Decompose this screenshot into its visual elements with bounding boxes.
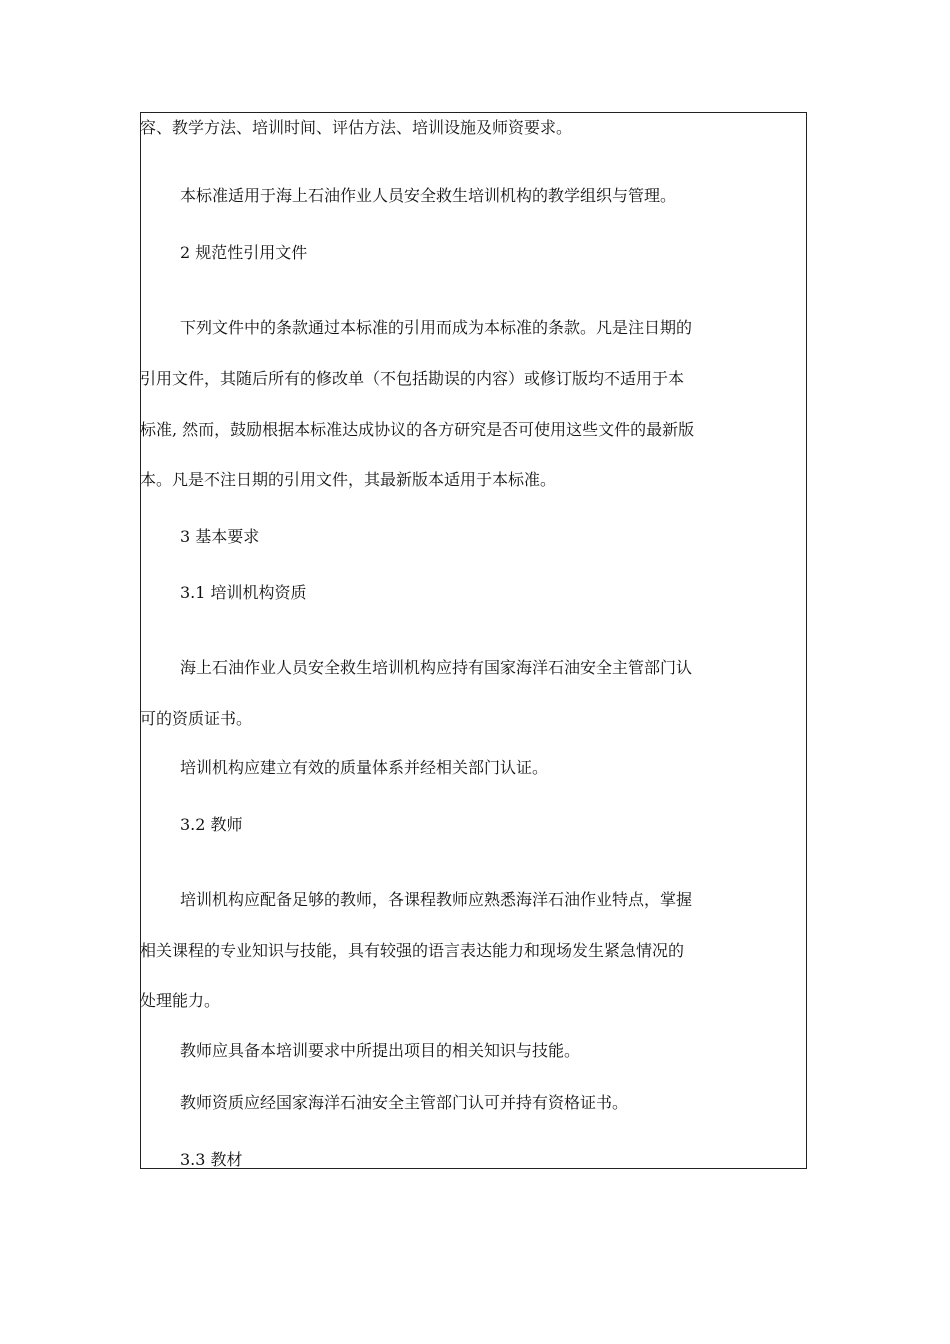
text-line-1: 容、教学方法、培训时间、评估方法、培训设施及师资要求。 [140,118,573,137]
text-line-14: 教师资质应经国家海洋石油安全主管部门认可并持有资格证书。 [180,1093,629,1112]
text-line-2: 本标准适用于海上石油作业人员安全救生培训机构的教学组织与管理。 [180,186,677,205]
text-line-3: 下列文件中的条款通过本标准的引用而成为本标准的条款。凡是注日期的 [180,318,693,337]
text-line-8: 可的资质证书。 [140,709,253,728]
text-line-6: 本。凡是不注日期的引用文件，其最新版本适用于本标准。 [140,470,557,489]
section-heading-2: 2 规范性引用文件 [180,243,308,262]
text-line-11: 相关课程的专业知识与技能，具有较强的语言表达能力和现场发生紧急情况的 [140,941,685,960]
text-line-12: 处理能力。 [140,991,221,1010]
text-line-7: 海上石油作业人员安全救生培训机构应持有国家海洋石油安全主管部门认 [180,658,693,677]
text-line-10: 培训机构应配备足够的教师，各课程教师应熟悉海洋石油作业特点，掌握 [180,890,693,909]
section-heading-3-2: 3.2 教师 [180,815,243,834]
text-line-9: 培训机构应建立有效的质量体系并经相关部门认证。 [180,758,549,777]
text-line-4: 引用文件，其随后所有的修改单（不包括勘误的内容）或修订版均不适用于本 [140,369,685,388]
section-heading-3-1: 3.1 培训机构资质 [180,583,307,602]
section-heading-3-3: 3.3 教材 [180,1150,243,1169]
section-heading-3: 3 基本要求 [180,527,260,546]
text-line-13: 教师应具备本培训要求中所提出项目的相关知识与技能。 [180,1041,581,1060]
text-line-5: 标准, 然而，鼓励根据本标准达成协议的各方研究是否可使用这些文件的最新版 [140,420,695,439]
